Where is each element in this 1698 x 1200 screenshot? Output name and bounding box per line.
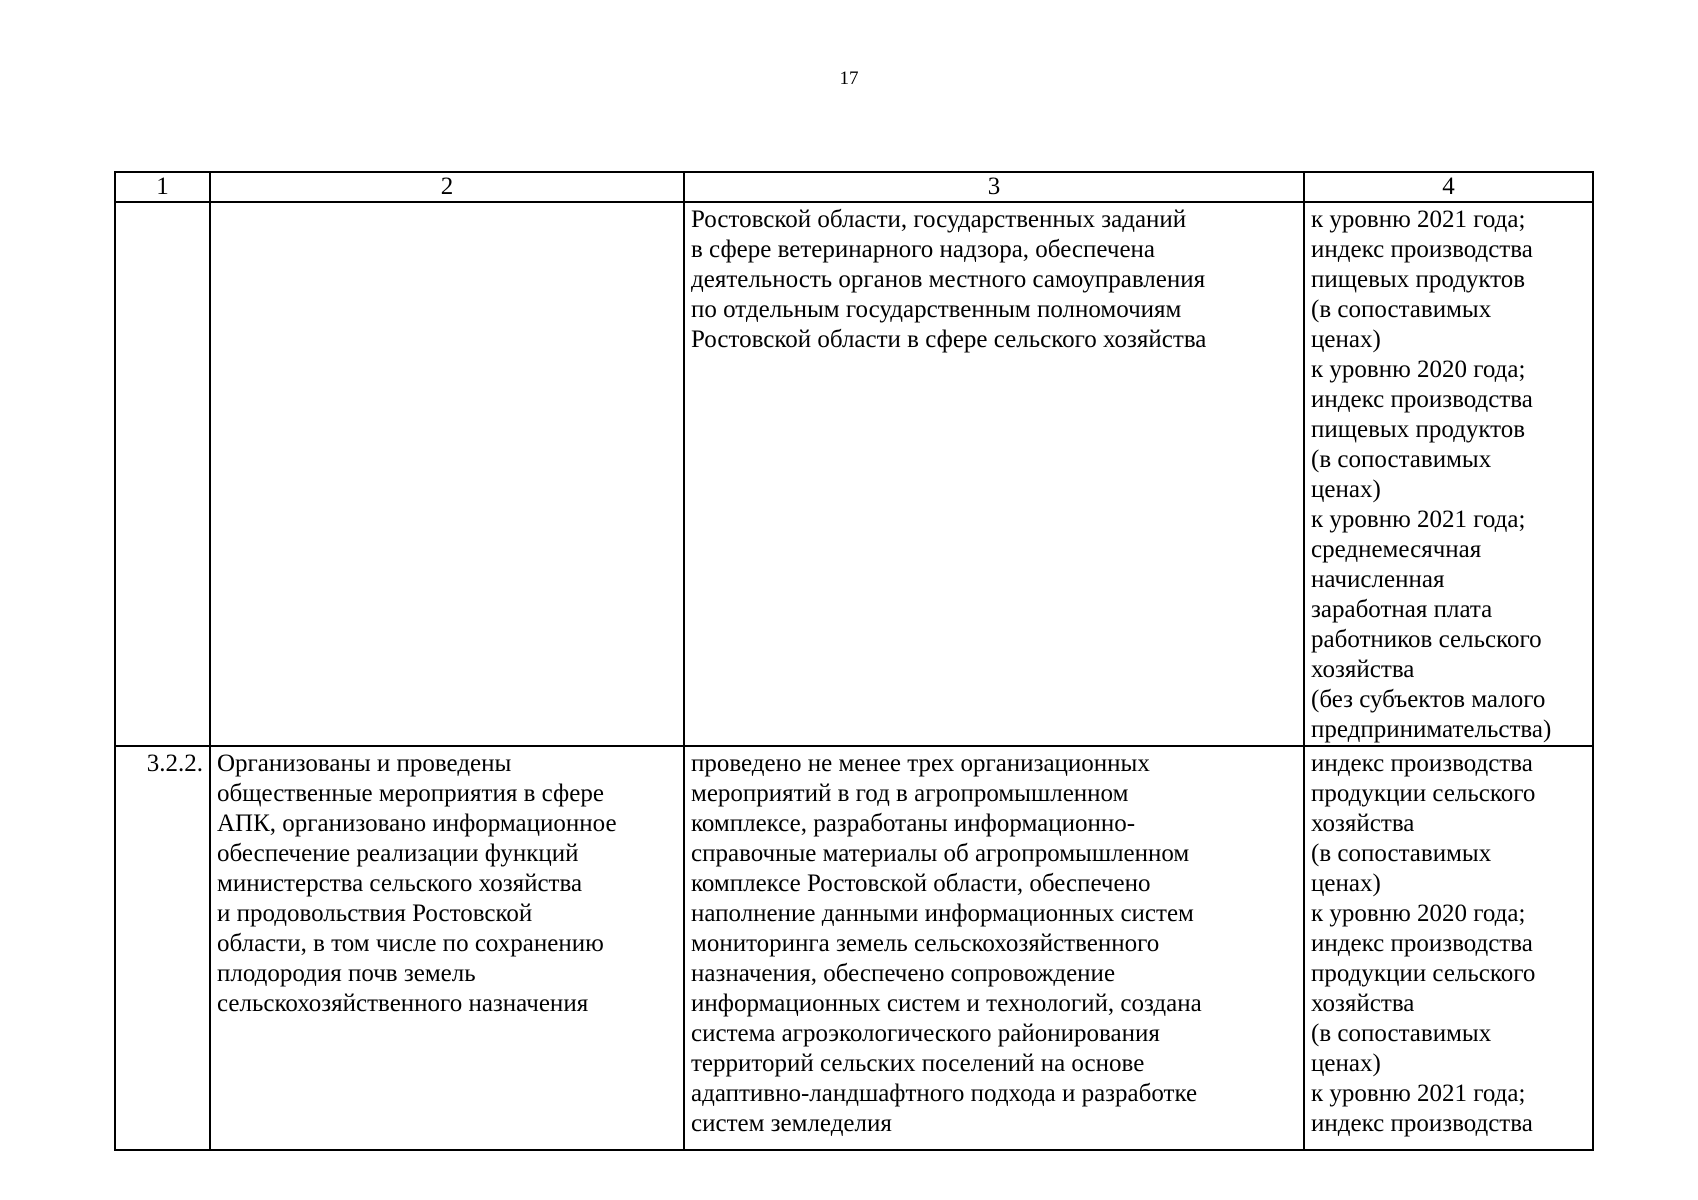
result-cell: Ростовской области, государственных заданий в сфере ветеринарного надзора, обеспечена деятельность органов местного самоуправления по отдельным государственным полномочиям Ростовской области в сфере сельского хозяйства (684, 202, 1304, 746)
event-cell: Организованы и проведены общественные мероприятия в сфере АПК, организовано информационное обеспечение реализации функций министерства сельского хозяйства и продовольствия Ростовской области, в том числе по сохранению плодородия почв земель сельскохозяйственного назначения (210, 746, 684, 1150)
column-header-1: 1 (115, 172, 210, 202)
page-number: 17 (839, 68, 859, 89)
event-cell (210, 202, 684, 746)
row-number-cell: 3.2.2. (115, 746, 210, 1150)
table-row (115, 746, 1593, 1150)
indicators-cell: индекс производства продукции сельского хозяйства (в сопоставимых ценах) к уровню 2020 года; индекс производства продукции сельского хозяйства (в сопоставимых ценах) к уровню 2021 года; индекс производства (1304, 746, 1593, 1150)
column-header-3: 3 (684, 172, 1304, 202)
table-row (115, 202, 1593, 746)
column-header-4: 4 (1304, 172, 1593, 202)
document-table (114, 171, 1594, 1151)
indicators-cell: к уровню 2021 года; индекс производства пищевых продуктов (в сопоставимых ценах) к уровню 2020 года; индекс производства пищевых продуктов (в сопоставимых ценах) к уровню 2021 года; среднемесячная начисленная заработная плата работников сельского хозяйства (без субъектов малого предпринимательства) (1304, 202, 1593, 746)
column-header-2: 2 (210, 172, 684, 202)
row-number-cell (115, 202, 210, 746)
table-header-row (115, 172, 1593, 202)
result-cell: проведено не менее трех организационных мероприятий в год в агропромышленном комплексе, разработаны информационно- справочные материалы об агропромышленном комплексе Ростовской области, обеспечено наполнение данными информационных систем мониторинга земель сельскохозяйственного назначения, обеспечено сопровождение информационных систем и технологий, создана система агроэкологического районирования территорий сельских поселений на основе адаптивно-ландшафтного подхода и разработке систем земледелия (684, 746, 1304, 1150)
